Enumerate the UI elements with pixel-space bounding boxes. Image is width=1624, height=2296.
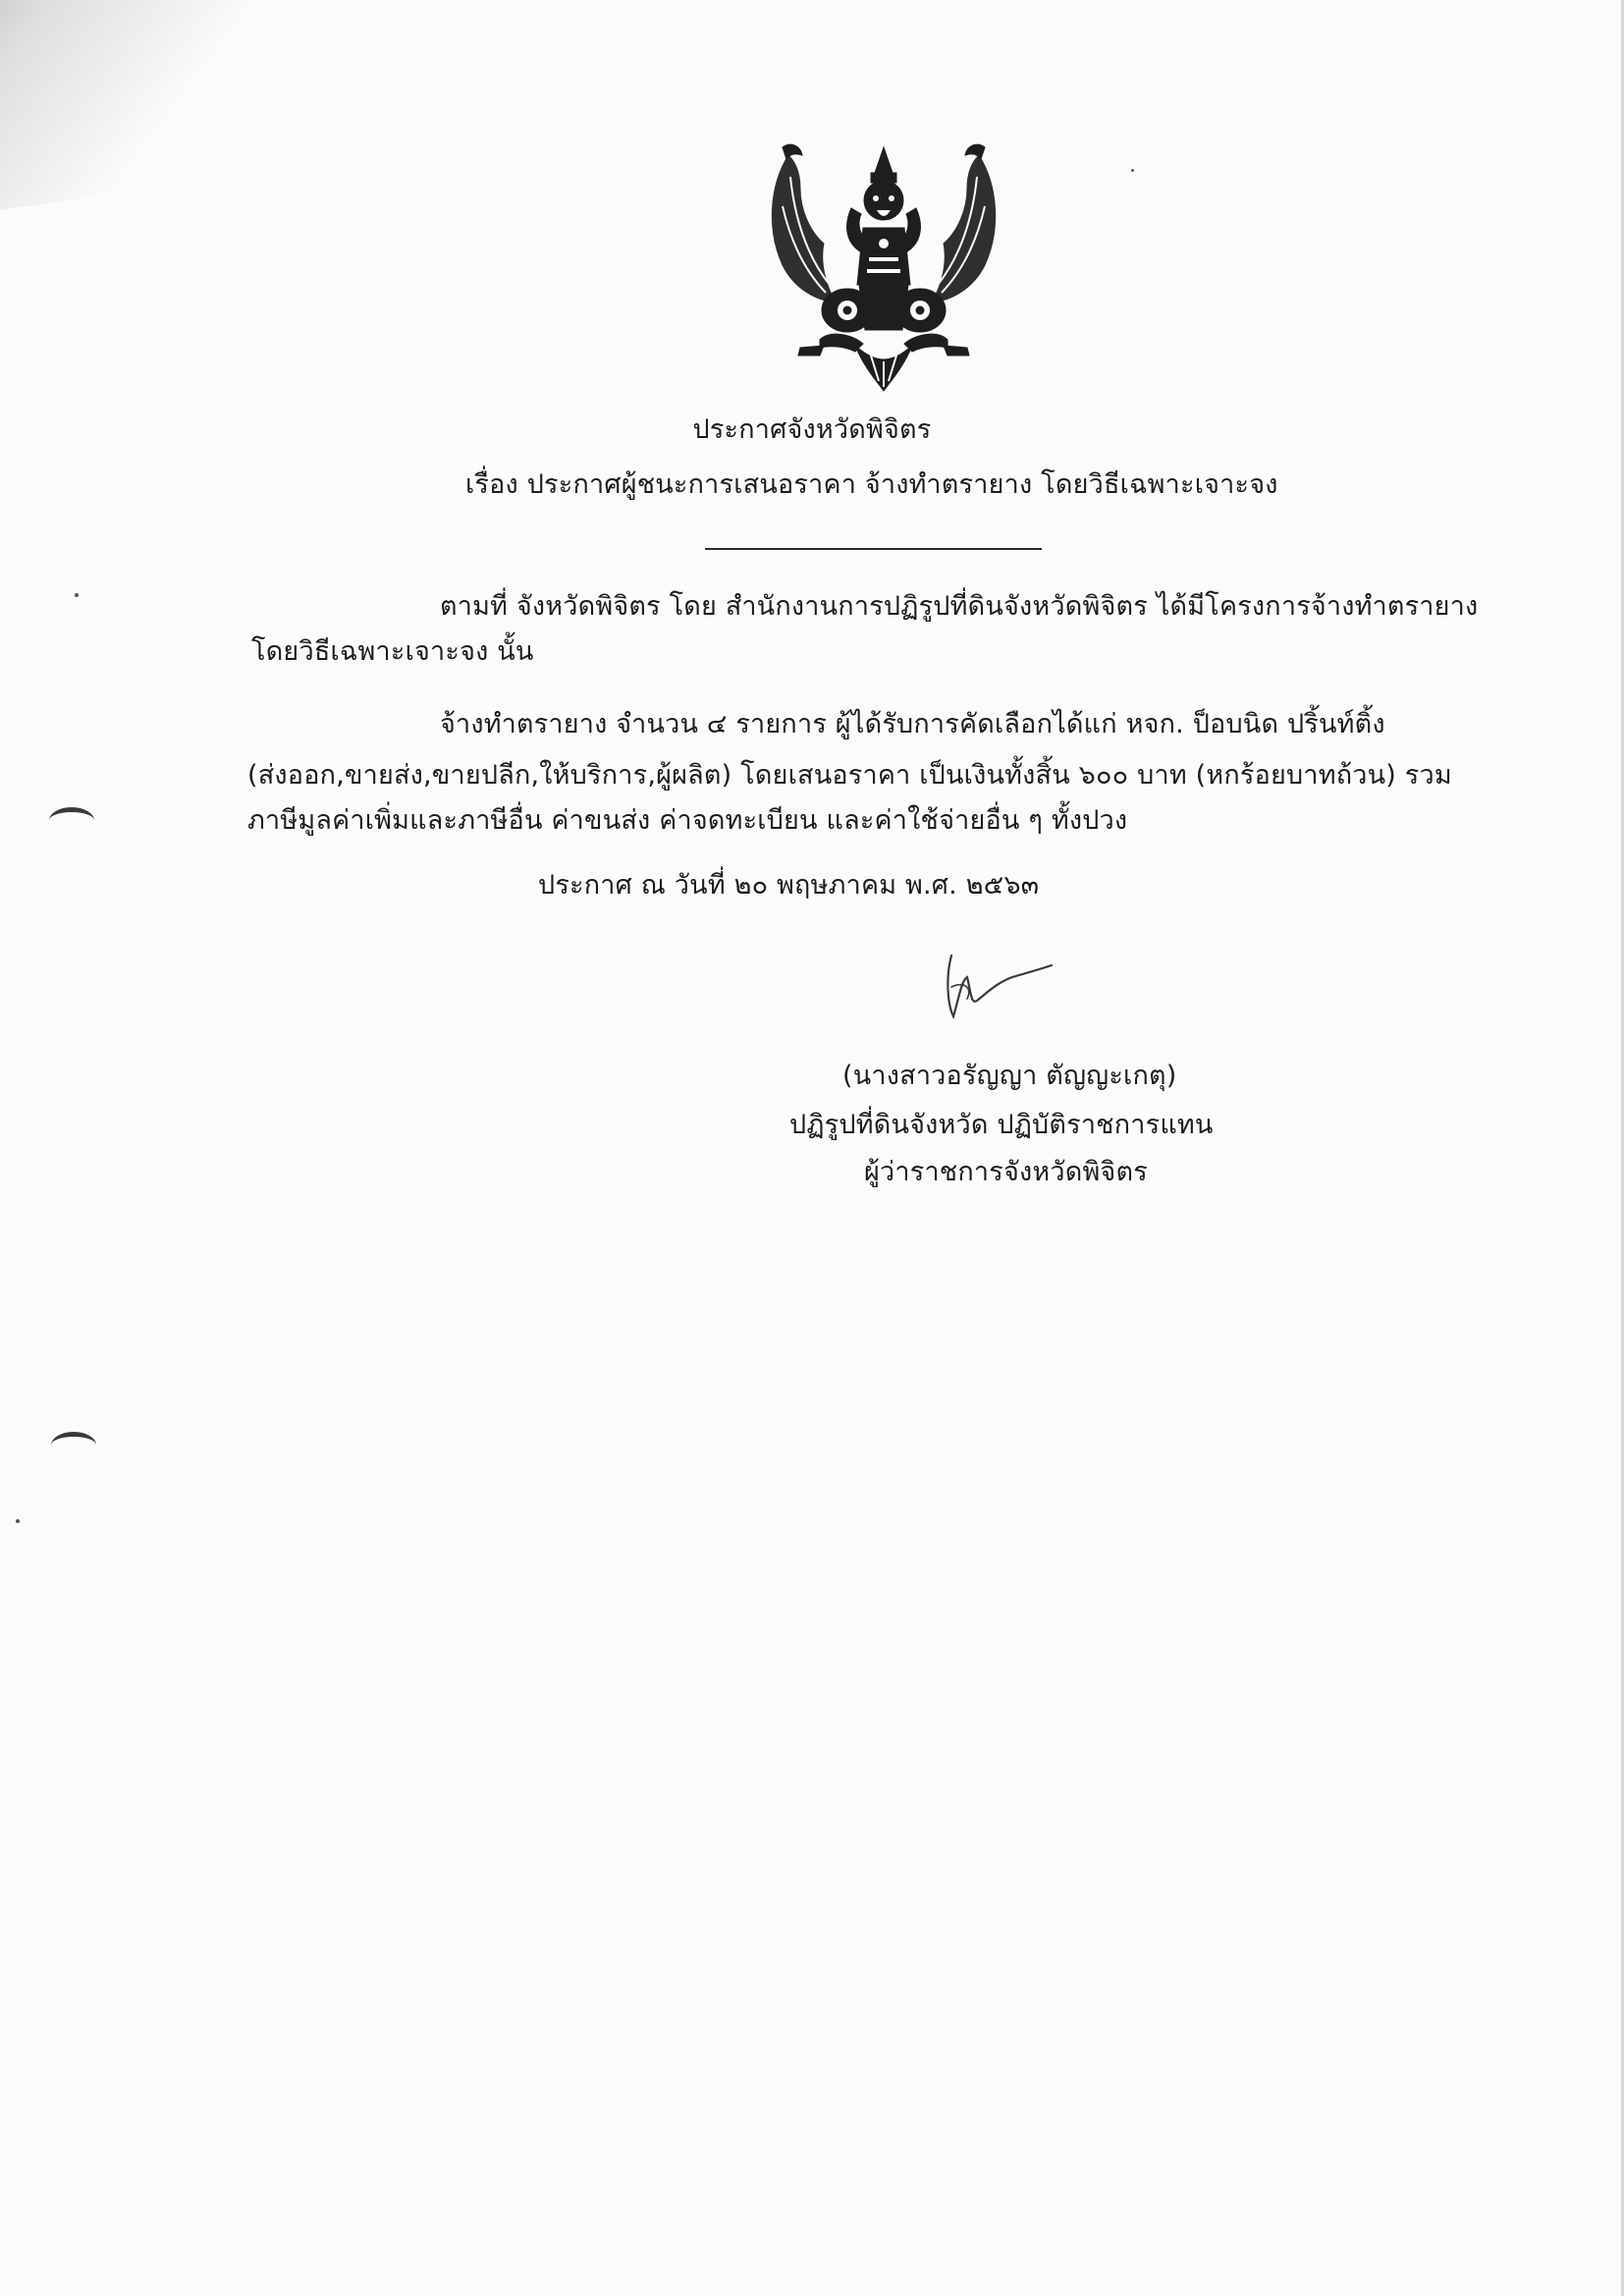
document-subject: เรื่อง ประกาศผู้ชนะการเสนอราคา จ้างทำตรายาง โดยวิธีเฉพาะเจาะจง <box>465 469 1278 500</box>
signer-name: (นางสาวอรัญญา ตัญญะเกตุ) <box>842 1061 1177 1091</box>
paragraph-2-line-1: จ้างทำตรายาง จำนวน ๔ รายการ ผู้ได้รับการคัดเลือกได้แก่ หจก. ป็อบนิด ปริ้นท์ติ้ง <box>440 709 1385 739</box>
announcement-date: ประกาศ ณ วันที่ ๒๐ พฤษภาคม พ.ศ. ๒๕๖๓ <box>538 870 1040 901</box>
paragraph-1-line-2: โดยวิธีเฉพาะเจาะจง นั้น <box>251 636 534 667</box>
scan-shadow <box>0 0 310 224</box>
document-title: ประกาศจังหวัดพิจิตร <box>692 414 932 445</box>
punch-hole <box>49 807 94 834</box>
signer-position-2: ผู้ว่าราชการจังหวัดพิจิตร <box>864 1157 1148 1187</box>
handwritten-signature <box>938 948 1065 1026</box>
signer-position-1: ปฏิรูปที่ดินจังหวัด ปฏิบัติราชการแทน <box>789 1110 1214 1140</box>
paragraph-1-line-1: ตามที่ จังหวัดพิจิตร โดย สำนักงานการปฏิรูปที่ดินจังหวัดพิจิตร ได้มีโครงการจ้างทำตรายาง <box>440 591 1479 622</box>
paragraph-2-line-2: (ส่งออก,ขายส่ง,ขายปลีก,ให้บริการ,ผู้ผลิต) โดยเสนอราคา เป็นเงินทั้งสิ้น ๖๐๐ บาท (หกร้อยบาทถ้วน) รวม <box>247 760 1452 791</box>
paragraph-2-line-3: ภาษีมูลค่าเพิ่มและภาษีอื่น ค่าขนส่ง ค่าจดทะเบียน และค่าใช้จ่ายอื่น ๆ ทั้งปวง <box>247 805 1128 836</box>
title-divider <box>705 548 1042 550</box>
scan-speck <box>1131 169 1134 172</box>
garuda-emblem-icon <box>761 137 1006 403</box>
scan-speck <box>16 1519 20 1523</box>
punch-hole <box>51 1432 96 1458</box>
scan-speck <box>75 593 79 597</box>
